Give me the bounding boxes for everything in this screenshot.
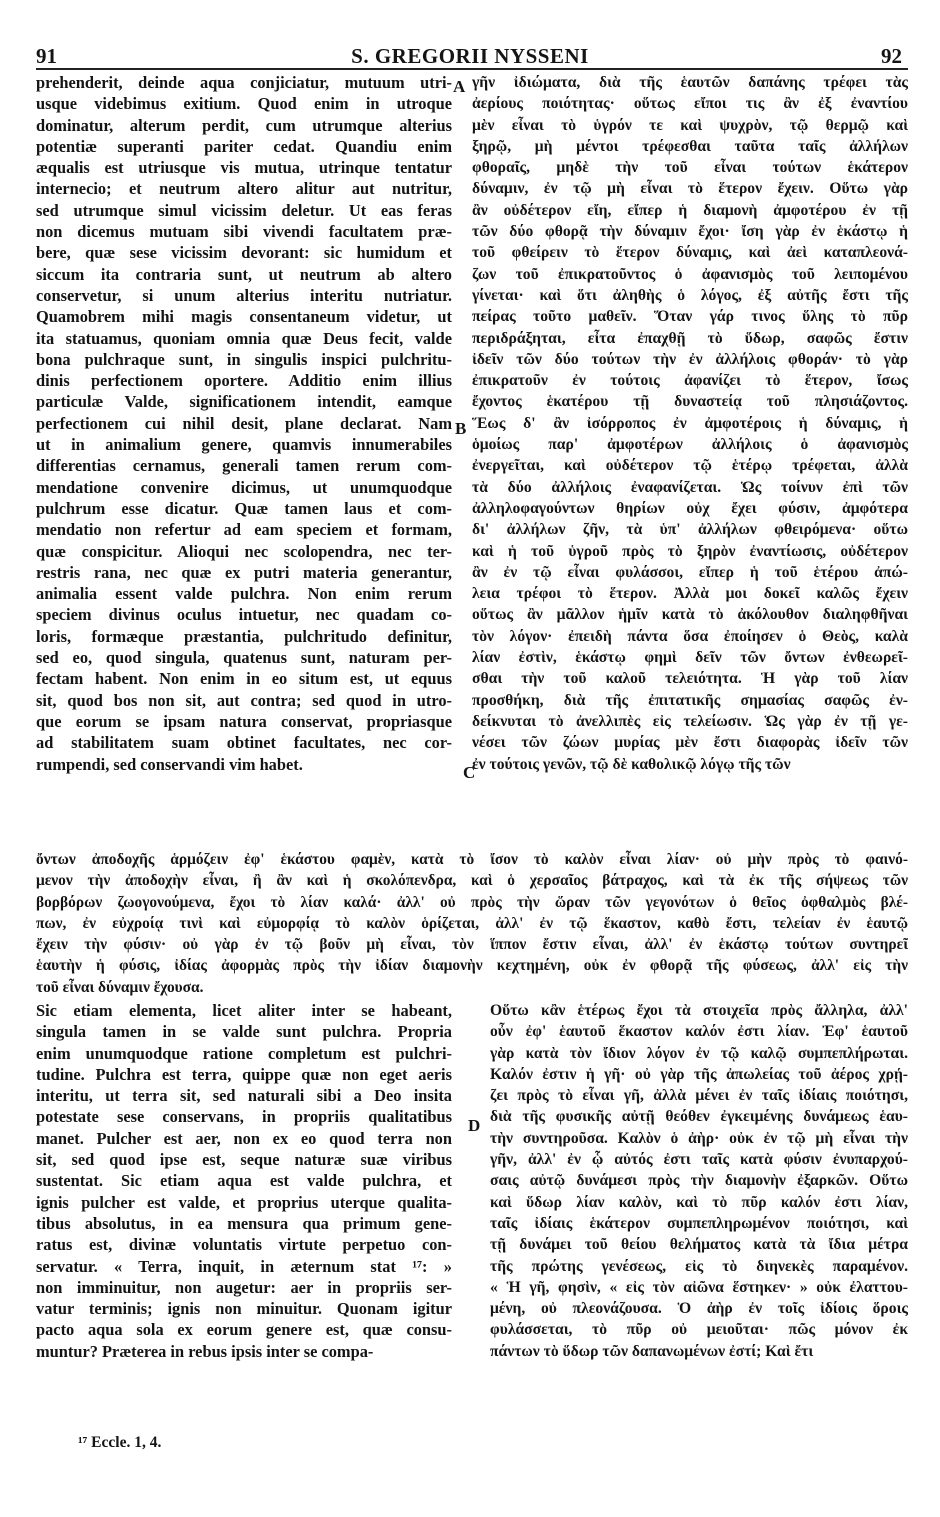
text-line: fectam habent. Non enim in eo situm est, ut equus [36, 669, 452, 689]
text-line: λεια τρέφοι τὸ ἕτερον. Ἀλλὰ μοι δοκεῖ καλῶς ἔχειν [472, 585, 908, 603]
text-line: ἀερίους ποιότητας· οὕτως εἴποι τις ἂν ἐξ ἐναντίου [472, 95, 908, 113]
text-line: tudine. Pulchra est terra, quippe quæ non eget aeris [36, 1064, 452, 1084]
text-line: καὶ ἡ τοῦ ὑγροῦ πρὸς τὸ ξηρὸν ἐναντίωσις, οὐδέτερον [472, 542, 908, 560]
text-line: ἐν τούτοις γενῶν, τῷ δὲ καθολικῷ λόγῳ τῆς τῶν [472, 755, 791, 773]
text-line: πων, ἐν εὐχροίᾳ τινὶ καὶ εὐμορφίᾳ τὸ καλὸν ὁρίζεται, ἀλλ' ἐν τῷ ἕκαστον, καθὸ ἔστι, τελείαν ἐν ἑαυτῷ [36, 914, 908, 932]
text-line: τὸν λόγον· ἐπειδὴ πάντα ὅσα ἐποίησεν ὁ Θεὸς, καλὰ [472, 627, 908, 645]
text-line: γίνεται· καὶ ὅτι ἀληθὴς ὁ λόγος, ἐξ αὐτῆς ἔστι τῆς [472, 286, 908, 304]
text-line: pacto aqua sola ex eorum genere est, quæ consu- [36, 1320, 452, 1340]
text-line: ἂν οὐδέτερον εἴη, εἴπερ ἡ διαμονὴ ἀμφοτέρου ἐν τῇ [472, 201, 908, 219]
text-line: enim unumquodque ratione completum est pulchri- [36, 1043, 452, 1063]
text-line: manet. Pulcher est aer, non ex eo quod terra non [36, 1128, 452, 1148]
text-line: ἐνεργεῖται, καὶ οὐδέτερον τῷ ἑτέρῳ τρέφεται, ἀλλὰ [472, 457, 908, 475]
text-line: non dicemus mutuam sibi vivendi facultatem præ- [36, 222, 452, 242]
text-line: ζει πρὸς τὸ εἶναι γῆ, ἀλλὰ μένει ἐν ταῖς ἰδίαις ποιότησι, [490, 1087, 908, 1105]
text-line: σαις αὐτῷ δυνάμεσι πρὸς τὴν διαμονὴν ἐξαρκῶν. Οὕτω [490, 1172, 908, 1190]
text-line: animalia essent valde pulchra. Non enim rerum [36, 584, 452, 604]
text-line: vatur terminis; ignis non minuitur. Quonam igitur [36, 1299, 452, 1319]
text-line: internecio; et neutrum altero alitur aut nutritur, [36, 179, 452, 199]
text-line: μενον τὴν ἀποδοχὴν εἶναι, ἢ ἂν καὶ ἡ σκολόπενδρα, καὶ ὁ χερσαῖος βάτραχος, καὶ τὰ ἐκ τῆς σήψεως τῶν [36, 872, 908, 890]
text-line: speciem divinus oculus intuetur, nec quadam co- [36, 605, 452, 625]
text-line: δύναμιν, ἐν τῷ μὴ εἶναι τὸ ἕτερον ἔχειν. Οὕτω γὰρ [472, 180, 908, 198]
text-line: tibus absolutus, in ea mensura qua primum gene- [36, 1213, 452, 1233]
section-marker-d: D [468, 1116, 481, 1135]
text-line: ὁμοίως παρ' ἀμφοτέρων ἀλλήλοις ὁ ἀφανισμὸς [472, 436, 908, 454]
text-line: ita statuamus, quoniam omnia quæ Deus fecit, valde [36, 328, 452, 348]
text-line: Quamobrem mihi magis consentaneum videtur, ut [36, 307, 452, 327]
header-rule [36, 68, 908, 70]
text-line: singula tamen in se valde sunt pulchra. Propria [36, 1022, 452, 1042]
text-line: sit, sed quod ipse est, seque naturæ suæ viribus [36, 1150, 452, 1170]
text-line: ζων τοῦ ἐπικρατοῦντος ὁ ἀφανισμὸς τοῦ λειπομένου [472, 265, 908, 283]
text-line: ἑαυτὴν ἡ φύσις, ἰδίας ἀφορμὰς πρὸς τὴν ἰδίαν διαμονὴν κεχτημένη, οὐκ ἐν φθορᾷ τῆς φύσεως, ἀλλ' εἰς τὴν [36, 957, 908, 975]
text-line: λίαν ἐστὶν, ἑκάστῳ φημὶ δεῖν τῶν ὄντων ἐνθεωρεῖ- [472, 649, 908, 667]
text-line: ἐπικρατοῦν ἐν τούτοις ἀφανίζει τὸ ἕτερον, ἴσως [472, 372, 908, 390]
text-line: τῇ δυνάμει τοῦ θείου θελήματος κατὰ τὰ ἴδια μέτρα [490, 1236, 908, 1254]
latin-column-top [36, 72, 452, 775]
text-line: ἔχειν τὴν φύσιν· οὐ γὰρ ἐν τῷ βοῦν μὴ εἶναι, τὸν ἵππον ἔστιν εἶναι, ἀλλ' ἐν ἑκάστῳ τούτων συντηρεῖ [36, 936, 908, 954]
text-line: δι' ἀλλήλων ζῆν, τὰ ὑπ' ἀλλήλων φθειρόμενα· οὕτω [472, 521, 908, 539]
text-line: βορβόρων ζωογονούμενα, ἔχοι τὸ λίαν καλά· ἀλλ' οὐ πρὸς τὴν ὥραν τῶν γεγονότων ὁ θεῖος ὀφθαλμὸς βλέ- [36, 893, 908, 911]
text-line: Οὕτω κἂν ἑτέρως ἔχοι τὰ στοιχεῖα πρὸς ἄλληλα, ἀλλ' [490, 1002, 908, 1019]
text-line: τοῦ εἶναι δύναμιν ἔχουσα. [36, 978, 204, 996]
text-line: potestate sese conservans, in propriis qualitatibus [36, 1107, 452, 1127]
text-line: ξηρῷ, μὴ μέντοι τρέφεσθαι ταῦτα ταῖς ἀλλήλων [472, 137, 908, 155]
text-line: σθαι τὴν τοῦ καλοῦ τελειότητα. Ἡ γὰρ τοῦ λίαν [472, 670, 908, 688]
text-line: φυλάσσεται, τὸ πῦρ οὐ μειοῦται· πῶς μόνον ἐκ [490, 1321, 908, 1339]
text-line: sed utrumque simul vicissim deletur. Ut eas feras [36, 200, 452, 220]
text-line: æqualis est utriusque vis mutua, utrinque tentatur [36, 158, 452, 178]
text-line: τῶν δύο φθορᾷ τὴν δύναμιν ἔχοι· ἴση γὰρ ἐν ἑκάστῳ ἡ [472, 223, 908, 241]
text-line: sit, quod bos non sit, aut contra; sed quod in utro- [36, 690, 452, 710]
text-line: rumpendi, sed conservandi vim habet. [36, 754, 303, 774]
text-line: περιδράξηται, εἶτα ἐπαχθῇ τὸ ὕδωρ, σαφῶς ἔστιν [472, 329, 908, 347]
text-line: ἂν ἐν τῷ εἶναι φυλάσσοι, εἴπερ ἡ τοῦ ἑτέρου ἀπώ- [472, 563, 908, 581]
text-line: sustentat. Sic etiam aqua est valde pulchra, et [36, 1171, 452, 1191]
text-line: τῆς πρώτης γενέσεως, εἰς τὸ διηνεκὲς παραμένον. [490, 1257, 908, 1275]
text-line: ταῖς ἰδίαις ἑκάτερον συμπεπληρωμένον ποιότησι, καὶ [490, 1214, 908, 1232]
text-line: γῆν ἰδιώματα, διὰ τῆς ἑαυτῶν δαπάνης τρέφει τὰς [472, 74, 908, 91]
text-line: mendatio non refertur ad eam speciem et formam, [36, 520, 452, 540]
text-line: φθοραῖς, μηδὲ τὴν τοῦ εἶναι τούτων ἑκάτερον [472, 159, 908, 177]
page-number-right: 92 [881, 44, 902, 68]
text-line: dinis perfectionem oportere. Additio enim illius [36, 371, 452, 391]
section-marker-c: C [463, 763, 476, 782]
text-line: non imminuitur, non augetur: aer in propriis ser- [36, 1277, 452, 1297]
text-line: interitu, ut terra sit, sed naturali sibi a Deo insita [36, 1086, 452, 1106]
text-line: τοῦ φθείρειν τὸ ἕτερον δύναμις, καὶ ἀεὶ καταπλεονά- [472, 244, 908, 262]
text-line: servatur. « Terra, inquit, in æternum stat ¹⁷: » [36, 1256, 452, 1276]
section-marker-b: B [455, 419, 467, 438]
text-line: οὖν ἐφ' ἑαυτοῦ ἕκαστον καλόν ἐστι λίαν. Ἐφ' ἑαυτοῦ [490, 1023, 908, 1041]
greek-column-bottom [490, 1000, 908, 1362]
text-line: particulæ Valde, significationem intendit, eamque [36, 392, 452, 412]
text-line: potentiæ superanti pariter cedat. Quandiu enim [36, 136, 452, 156]
text-line: μὲν εἶναι τὸ ὑγρόν τε καὶ ψυχρὸν, τῷ θερμῷ καὶ [472, 116, 908, 134]
text-line: οὕτως ἂν μᾶλλον ἡμῖν κατὰ τὸ ἀκόλουθον διαληφθῆναι [472, 606, 908, 624]
text-line: πείρας τοῦτο μαθεῖν. Ὅταν γάρ τινος ὕλης τὸ πῦρ [472, 308, 908, 326]
text-line: differentias cernamus, generali tamen rerum com- [36, 456, 452, 476]
text-line: muntur? Præterea in rebus ipsis inter se compa- [36, 1341, 374, 1361]
text-line: conservetur, si unum alterius interitu nutriatur. [36, 285, 452, 305]
text-line: ἀλληλοφαγούντων θηρίων οὐχ ἔχει φύσιν, ἀμφότερα [472, 499, 908, 517]
footnote: ¹⁷ Eccle. 1, 4. [78, 1434, 162, 1451]
latin-column-bottom [36, 1000, 452, 1362]
greek-column-top [472, 72, 908, 775]
text-line: dominatur, alterum perdit, cum utrumque alterius [36, 115, 452, 135]
text-line: Καλόν ἐστιν ἡ γῆ· οὐ γὰρ τῆς ἀπωλείας τοῦ ἀέρος χρῄ- [490, 1065, 908, 1083]
text-line: ut in animalium genere, quamvis innumerabiles [36, 435, 452, 455]
text-line: usque videbimus exitium. Quod enim in utroque [36, 94, 452, 114]
text-line: « Ἡ γῆ, φησὶν, « εἰς τὸν αἰῶνα ἕστηκεν· » οὐκ ἐλαττου- [490, 1278, 908, 1296]
running-title: S. GREGORII NYSSENI [351, 44, 589, 68]
text-line: bere, quæ sese vicissim devorant: sic humidum et [36, 243, 452, 263]
text-line: restris rana, nec quæ ex putri materia generantur, [36, 562, 452, 582]
text-line: ignis pulcher est valde, et proprius uterque qualita- [36, 1192, 452, 1212]
text-line: mendatione convenire dicimus, ut unumquodque [36, 477, 452, 497]
text-line: γὰρ κατὰ τὸν ἴδιον λόγον ἐν τῷ καλῷ συμπεπλήρωται. [490, 1044, 908, 1062]
text-line: quæ conspicitur. Alioqui nec scolopendra, nec ter- [36, 541, 452, 561]
text-line: pulchrum esse dicatur. Quæ tamen laus et com- [36, 498, 452, 518]
text-line: perfectionem cui nihil desit, plane declarat. Nam [36, 413, 452, 433]
text-line: bona pulchraque sunt, in singulis inspici pulchritu- [36, 349, 452, 369]
text-line: διὰ τῆς φυσικῆς αὐτῇ θεόθεν ἐγκειμένης δυνάμεως ἑαυ- [490, 1108, 908, 1126]
text-line: ὄντων ἀποδοχῆς ἁρμόζειν ἐφ' ἑκάστου φαμὲν, κατὰ τὸ ἴσον τὸ καλὸν εἶναι λίαν· οὐ μὴν πρὸς τὸ φαινό- [36, 851, 908, 868]
section-marker-a: A [453, 77, 466, 96]
text-line: ad stabilitatem suam obtinet facultates, nec cor- [36, 733, 452, 753]
text-line: Ἕως δ' ἂν ἰσόρροπος ἐν ἀμφοτέροις ἡ δύναμις, ἡ [472, 414, 908, 432]
text-line: loris, formæque præstantia, pulchritudo definitur, [36, 626, 452, 646]
text-line: νέσει τῶν ζώων μυρίας μὲν ἔστι διαφορὰς ἰδεῖν τῶν [472, 734, 908, 752]
text-line: siccum ita contraria sunt, ut neutrum ab altero [36, 264, 452, 284]
text-line: τὴν συντηροῦσα. Καλὸν ὁ ἀὴρ· οὐκ ἐν τῷ μὴ εἶναι τὴν [490, 1129, 908, 1147]
text-line: ratus est, divinæ voluntatis virtute perpetuo con- [36, 1235, 452, 1255]
greek-full-width-passage [36, 849, 908, 998]
text-line: sed eo, quod singula, quatenus sunt, naturam per- [36, 648, 452, 668]
text-line: πάντων τὸ ὕδωρ τῶν δαπανωμένων ἐστί; Καὶ ἔτι [490, 1342, 814, 1360]
text-line: prehenderit, deinde aqua conjiciatur, mutuum utri- [36, 73, 452, 92]
page-number-left: 91 [36, 44, 57, 68]
text-line: τὰ δύο ἀλλήλοις ἐναφανίζεται. Ὡς τοίνυν ἐπὶ τῶν [472, 478, 908, 496]
text-line: προσθήκη, διὰ τῆς ἐπιτατικῆς σημασίας σαφῶς ἐν- [472, 691, 908, 709]
text-line: ἰδεῖν τῶν δύο τούτων τὴν ἐν ἀλλήλοις φθοράν· τὸ γὰρ [472, 350, 908, 368]
text-line: μένη, οὐ πλεονάζουσα. Ὁ ἀὴρ ἐν τοῖς ἰδίοις ὅροις [490, 1300, 908, 1318]
text-line: ἔχοντος ἑκατέρου τῇ δυναστείᾳ τοῦ πλησιάζοντος. [472, 393, 908, 411]
text-line: δείκνυται τὸ ἀνελλιπὲς εἰς τελείωσιν. Ὡς γὰρ ἐν τῇ γε- [472, 712, 908, 730]
text-line: Sic etiam elementa, licet aliter inter se habeant, [36, 1001, 452, 1020]
text-line: que eorum se ipsam natura conservat, propriasque [36, 711, 452, 731]
text-line: καὶ ὕδωρ λίαν καλὸν, καὶ τὸ πῦρ καλόν ἐστι λίαν, [490, 1193, 908, 1211]
text-line: γῆν, ἀλλ' ἐν ᾧ αὐτός ἐστι ταῖς κατὰ φύσιν ἐνυπαρχού- [490, 1151, 908, 1169]
